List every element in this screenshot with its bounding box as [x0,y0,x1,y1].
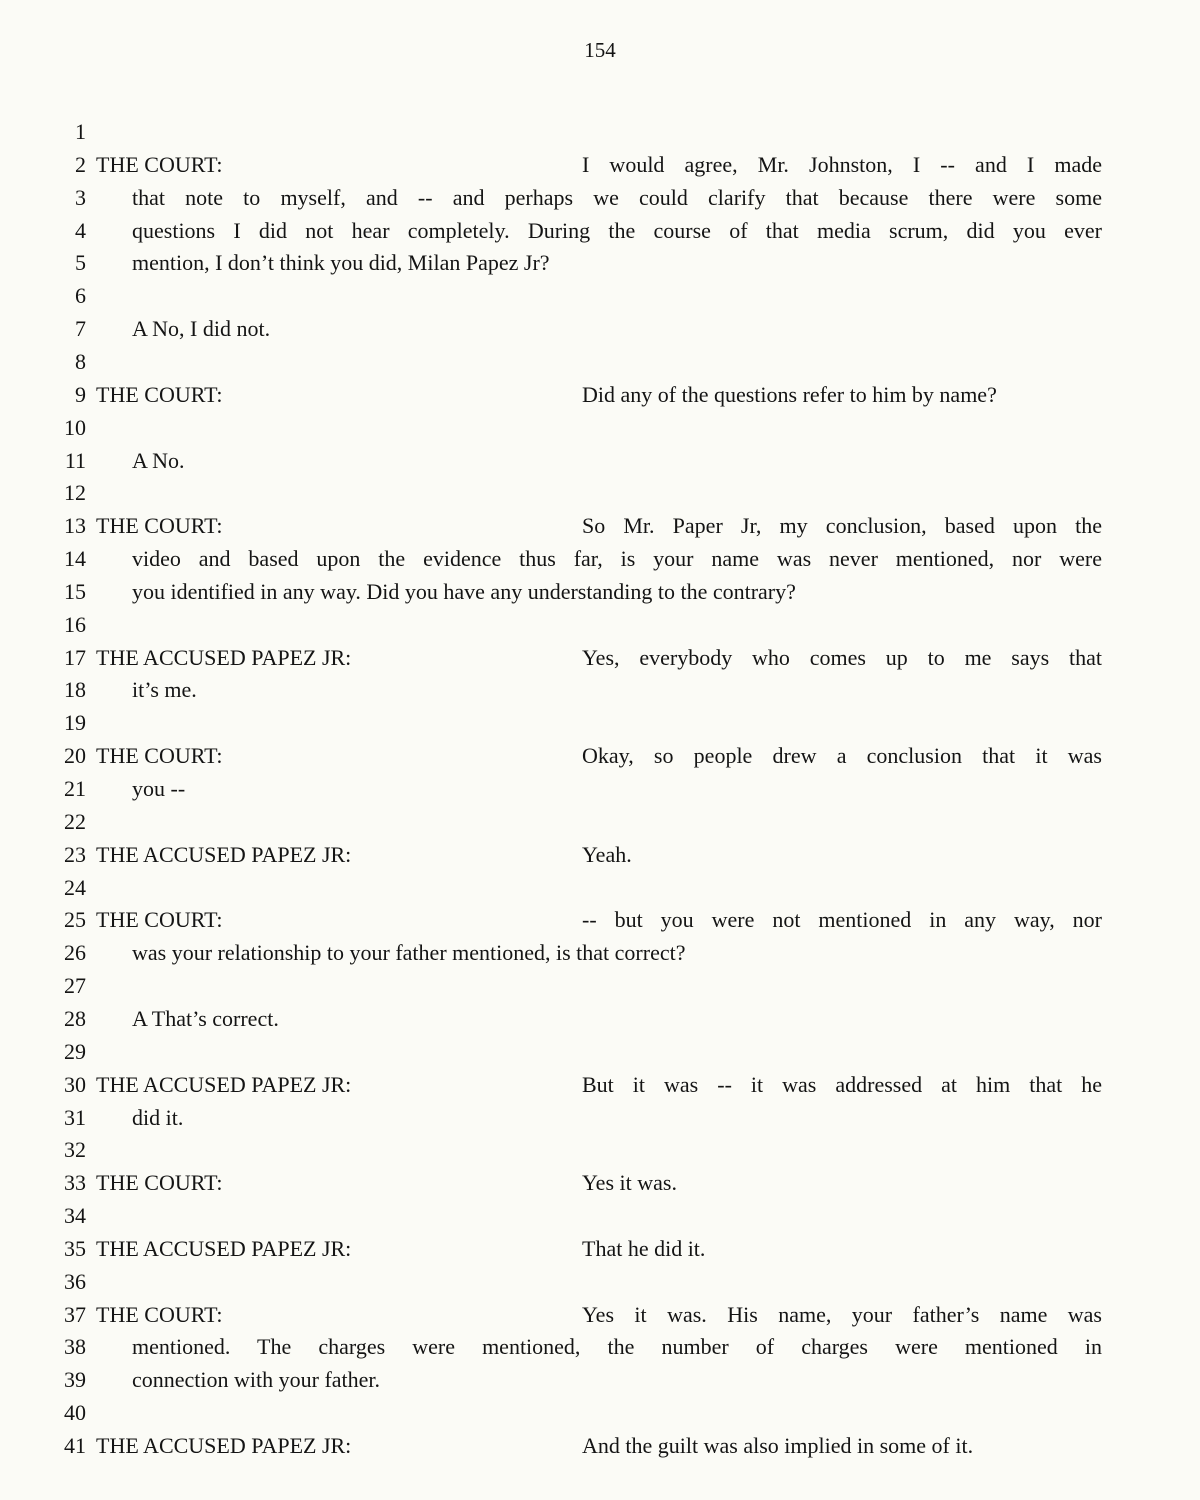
line-number: 30 [64,1071,86,1097]
line-number: 31 [64,1104,86,1130]
transcript-line [0,1134,1200,1166]
speaker-label: THE COURT: [96,1170,223,1196]
line-number: 24 [64,874,86,900]
transcript-line [0,1299,1200,1331]
line-number: 15 [64,578,86,604]
line-number: 36 [64,1268,86,1294]
line-number: 20 [64,743,86,769]
speech-text: But it was -- it was addressed at him that he [582,1071,1102,1097]
line-number: 13 [64,513,86,539]
speech-text: That he did it. [582,1235,706,1261]
transcript-line [0,477,1200,509]
line-number: 18 [64,677,86,703]
transcript-line [0,740,1200,772]
transcript-line [0,149,1200,181]
line-number: 6 [75,283,86,309]
transcript-line [0,1003,1200,1035]
transcript-line [0,674,1200,706]
transcript-line [0,872,1200,904]
speech-text: And the guilt was also implied in some of it. [582,1433,974,1458]
speech-continuation: was your relationship to your father mentioned, is that correct? [132,940,686,966]
transcript-line [0,215,1200,247]
speech-text: Yeah. [582,841,632,867]
transcript-line [0,346,1200,378]
transcript-line [0,576,1200,608]
line-number: 40 [64,1400,86,1426]
speech-continuation: you identified in any way. Did you have any understanding to the contrary? [132,578,796,604]
speaker-label: THE COURT: [96,151,223,177]
transcript-line [0,839,1200,871]
transcript-line [0,1069,1200,1101]
transcript-line [0,1331,1200,1363]
line-number: 28 [64,1005,86,1031]
speech-continuation: you -- [132,776,186,801]
line-number: 17 [64,644,86,670]
speech-continuation: connection with your father. [132,1367,381,1393]
line-number: 9 [75,381,86,407]
speech-text: -- but you were not mentioned in any way, nor [582,907,1102,933]
speech-continuation: video and based upon the evidence thus far, is your name was never mentioned, nor were [132,546,1102,572]
transcript-line [0,1036,1200,1068]
speaker-label: THE ACCUSED PAPEZ JR: [96,1433,352,1458]
transcript-line [0,543,1200,575]
speaker-label: THE ACCUSED PAPEZ JR: [96,841,352,867]
speech-text: Okay, so people drew a conclusion that it was [582,743,1102,769]
line-number: 34 [64,1203,86,1229]
page-number: 154 [584,38,616,62]
line-number: 1 [75,119,86,144]
transcript-line [0,116,1200,148]
line-number: 2 [75,151,86,177]
transcript-line [0,1266,1200,1298]
line-number: 4 [75,217,86,243]
speech-text: Yes, everybody who comes up to me says that [582,644,1102,670]
speaker-label: THE ACCUSED PAPEZ JR: [96,1071,352,1097]
line-number: 25 [64,907,86,933]
speaker-label: THE COURT: [96,1301,223,1327]
transcript-line [0,247,1200,279]
transcript-line [0,182,1200,214]
line-number: 8 [75,348,86,374]
transcript-line [0,937,1200,969]
transcript-line [0,379,1200,411]
speaker-label: THE COURT: [96,743,223,769]
line-number: 23 [64,841,86,867]
speech-continuation: did it. [132,1104,184,1130]
line-number: 33 [64,1170,86,1196]
speech-continuation: A No. [132,447,185,473]
line-number: 14 [64,546,86,572]
speech-continuation: that note to myself, and -- and perhaps we could clarify that because there were some [132,184,1102,210]
transcript-line [0,773,1200,805]
transcript-line [0,313,1200,345]
transcript-line [0,1167,1200,1199]
transcript-line [0,1200,1200,1232]
transcript-line [0,510,1200,542]
speech-continuation: A That’s correct. [132,1005,279,1031]
transcript-line [0,707,1200,739]
line-number: 7 [75,316,86,342]
transcript-line [0,445,1200,477]
line-number: 32 [64,1137,86,1163]
speech-text: I would agree, Mr. Johnston, I -- and I made [582,151,1102,177]
line-number: 29 [64,1038,86,1064]
speaker-label: THE COURT: [96,513,223,539]
transcript-line [0,1364,1200,1396]
speaker-label: THE ACCUSED PAPEZ JR: [96,1235,352,1261]
speaker-label: THE ACCUSED PAPEZ JR: [96,644,352,670]
line-number: 5 [75,250,86,276]
speech-text: So Mr. Paper Jr, my conclusion, based upon the [582,513,1102,539]
transcript-line [0,970,1200,1002]
line-number: 11 [64,447,86,473]
line-number: 21 [64,776,86,801]
speech-text: Did any of the questions refer to him by name? [582,381,997,407]
transcript-line [0,1430,1200,1462]
transcript-line [0,904,1200,936]
transcript-line [0,642,1200,674]
line-number: 12 [64,480,86,506]
transcript-line [0,1102,1200,1134]
transcript-line [0,280,1200,312]
line-number: 27 [64,973,86,999]
line-number: 37 [64,1301,86,1327]
transcript-line [0,1397,1200,1429]
speech-text: Yes it was. [582,1170,677,1196]
line-number: 26 [64,940,86,966]
line-number: 16 [64,611,86,637]
speech-continuation: it’s me. [132,677,197,703]
speaker-label: THE COURT: [96,381,223,407]
line-number: 19 [64,710,86,736]
line-number: 41 [64,1433,86,1458]
line-number: 10 [64,414,86,440]
speaker-label: THE COURT: [96,907,223,933]
line-number: 35 [64,1235,86,1261]
transcript-line [0,1233,1200,1265]
transcript-line [0,806,1200,838]
line-number: 38 [64,1334,86,1360]
speech-continuation: questions I did not hear completely. During the course of that media scrum, did you ever [132,217,1102,243]
speech-continuation: mention, I don’t think you did, Milan Papez Jr? [132,250,550,276]
transcript-line [0,412,1200,444]
speech-continuation: A No, I did not. [132,316,271,342]
speech-continuation: mentioned. The charges were mentioned, the number of charges were mentioned in [132,1334,1102,1360]
line-number: 22 [64,808,86,834]
speech-text: Yes it was. His name, your father’s name was [582,1301,1102,1327]
transcript-line [0,609,1200,641]
line-number: 39 [64,1367,86,1393]
line-number: 3 [75,184,86,210]
